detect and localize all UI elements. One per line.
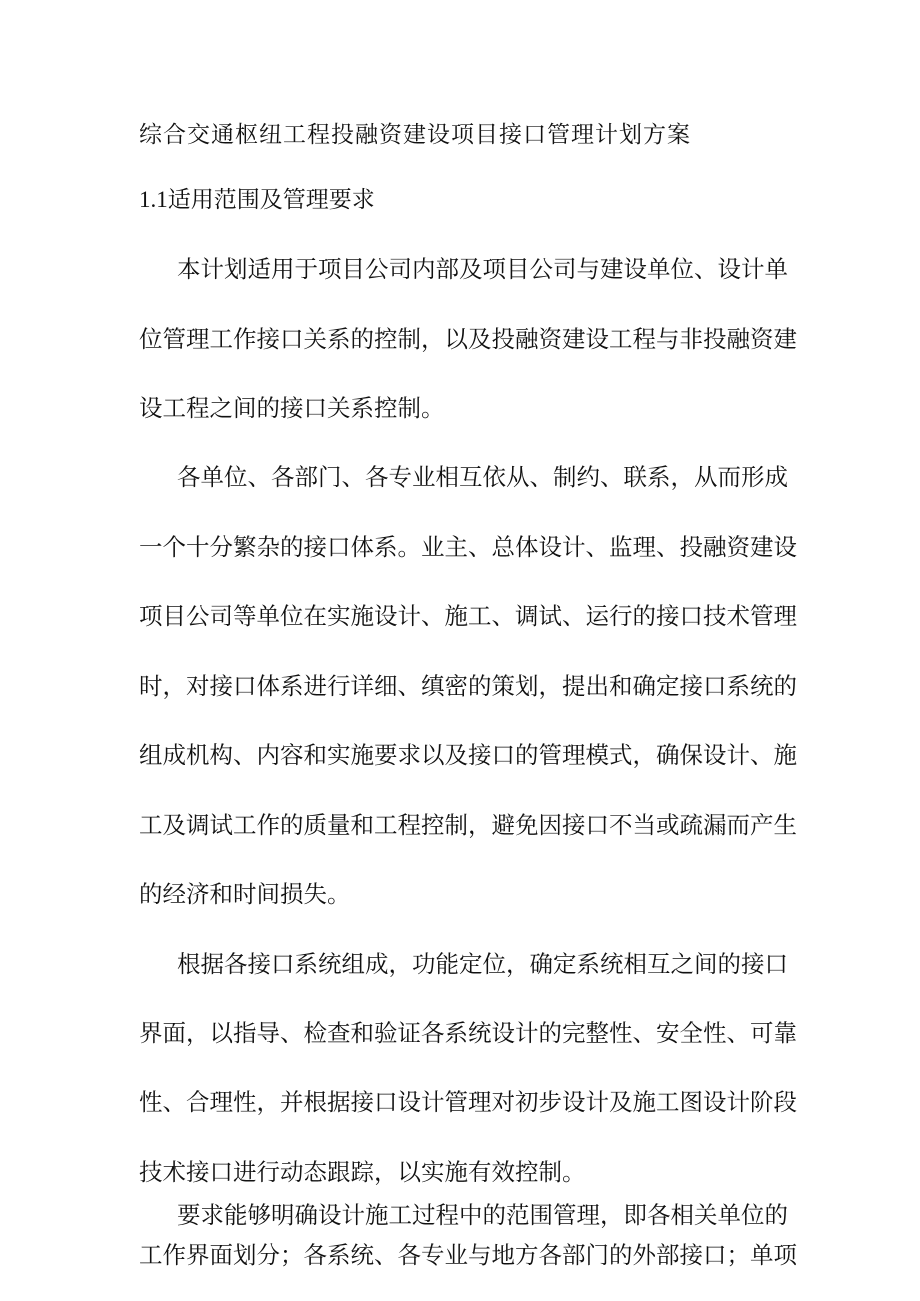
paragraph-1-line-2: 位管理工作接口关系的控制，以及投融资建设工程与非投融资建 [139,325,797,353]
paragraph-3-line-2: 界面，以指导、检查和验证各系统设计的完整性、安全性、可靠 [139,1019,797,1047]
document-title: 综合交通枢纽工程投融资建设项目接口管理计划方案 [139,122,691,148]
paragraph-2-line-3: 项目公司等单位在实施设计、施工、调试、运行的接口技术管理 [139,602,797,630]
paragraph-1-line-3: 设工程之间的接口关系控制。 [139,394,445,422]
section-title: 适用范围及管理要求 [167,187,375,213]
paragraph-2-line-2: 一个十分繁杂的接口体系。业主、总体设计、监理、投融资建设 [139,533,797,561]
paragraph-2-line-7: 的经济和时间损失。 [139,880,351,908]
paragraph-2-line-5: 组成机构、内容和实施要求以及接口的管理模式，确保设计、施 [139,741,797,769]
section-number: 1.1 [139,187,168,212]
paragraph-1-line-1: 本计划适用于项目公司内部及项目公司与建设单位、设计单 [177,255,788,283]
paragraph-3-line-1: 根据各接口系统组成，功能定位，确定系统相互之间的接口 [177,950,788,978]
paragraph-2-line-1: 各单位、各部门、各专业相互依从、制约、联系，从而形成 [177,463,788,491]
paragraph-3-line-4: 技术接口进行动态跟踪，以实施有效控制。 [139,1158,586,1186]
paragraph-2-line-4: 时，对接口体系进行详细、缜密的策划，提出和确定接口系统的 [139,672,797,700]
paragraph-3-line-3: 性、合理性，并根据接口设计管理对初步设计及施工图设计阶段 [139,1088,797,1116]
paragraph-4-line-1: 要求能够明确设计施工过程中的范围管理，即各相关单位的 [177,1201,788,1229]
section-heading [139,181,375,214]
paragraph-4-line-2: 工作界面划分；各系统、各专业与地方各部门的外部接口；单项 [139,1241,797,1269]
paragraph-2-line-6: 工及调试工作的质量和工程控制，避免因接口不当或疏漏而产生 [139,811,797,839]
